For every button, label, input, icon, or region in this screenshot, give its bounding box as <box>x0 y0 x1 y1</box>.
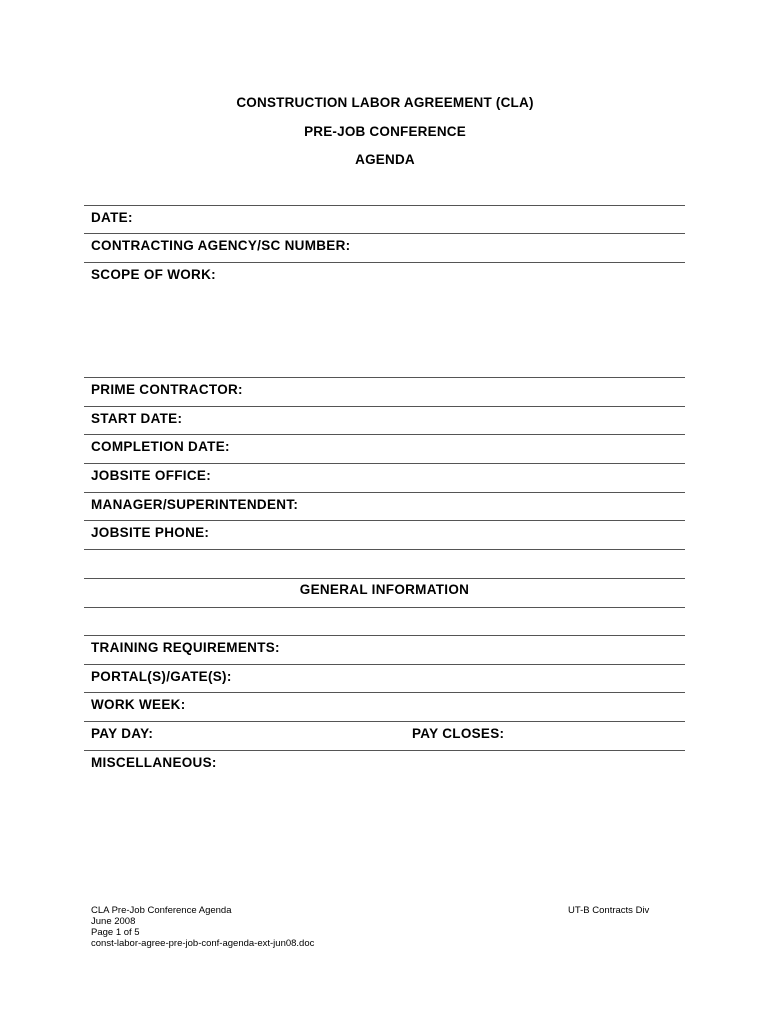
divider-line <box>84 721 685 722</box>
divider-line <box>84 578 685 579</box>
contracting-agency-field-label: CONTRACTING AGENCY/SC NUMBER: <box>91 238 351 253</box>
footer-left-block <box>91 905 314 949</box>
portals-gates-field-label: PORTAL(S)/GATE(S): <box>91 669 232 684</box>
document-title: CONSTRUCTION LABOR AGREEMENT (CLA) <box>236 95 534 110</box>
divider-line <box>84 463 685 464</box>
divider-line <box>84 692 685 693</box>
prime-contractor-field-label: PRIME CONTRACTOR: <box>91 382 243 397</box>
divider-line <box>84 635 685 636</box>
pay-day-field-label: PAY DAY: <box>91 726 154 741</box>
document-subtitle: PRE-JOB CONFERENCE <box>304 124 466 139</box>
scope-of-work-field-label: SCOPE OF WORK: <box>91 267 216 282</box>
training-requirements-field-label: TRAINING REQUIREMENTS: <box>91 640 280 655</box>
jobsite-phone-field-label: JOBSITE PHONE: <box>91 525 210 540</box>
divider-line <box>84 549 685 550</box>
general-information-heading: GENERAL INFORMATION <box>299 582 470 597</box>
work-week-field-label: WORK WEEK: <box>91 697 186 712</box>
divider-line <box>84 406 685 407</box>
footer-document-name: CLA Pre-Job Conference Agenda <box>91 905 232 916</box>
footer-file-name: const-labor-agree-pre-job-conf-agenda-ext-jun08.doc <box>91 938 315 949</box>
divider-line <box>84 377 685 378</box>
divider-line <box>84 750 685 751</box>
footer-date: June 2008 <box>91 916 136 927</box>
manager-superintendent-field-label: MANAGER/SUPERINTENDENT: <box>91 497 299 512</box>
divider-line <box>84 233 685 234</box>
footer-division: UT-B Contracts Div <box>568 905 650 916</box>
footer-page-number: Page 1 of 5 <box>91 927 140 938</box>
divider-line <box>84 664 685 665</box>
divider-line <box>84 607 685 608</box>
start-date-field-label: START DATE: <box>91 411 183 426</box>
miscellaneous-field-label: MISCELLANEOUS: <box>91 755 217 770</box>
divider-line <box>84 520 685 521</box>
pay-closes-field-label: PAY CLOSES: <box>412 726 505 741</box>
date-field-label: DATE: <box>91 210 133 225</box>
document-agenda-heading: AGENDA <box>355 152 415 167</box>
divider-line <box>84 434 685 435</box>
jobsite-office-field-label: JOBSITE OFFICE: <box>91 468 212 483</box>
completion-date-field-label: COMPLETION DATE: <box>91 439 230 454</box>
divider-line <box>84 492 685 493</box>
divider-line <box>84 262 685 263</box>
divider-line <box>84 205 685 206</box>
